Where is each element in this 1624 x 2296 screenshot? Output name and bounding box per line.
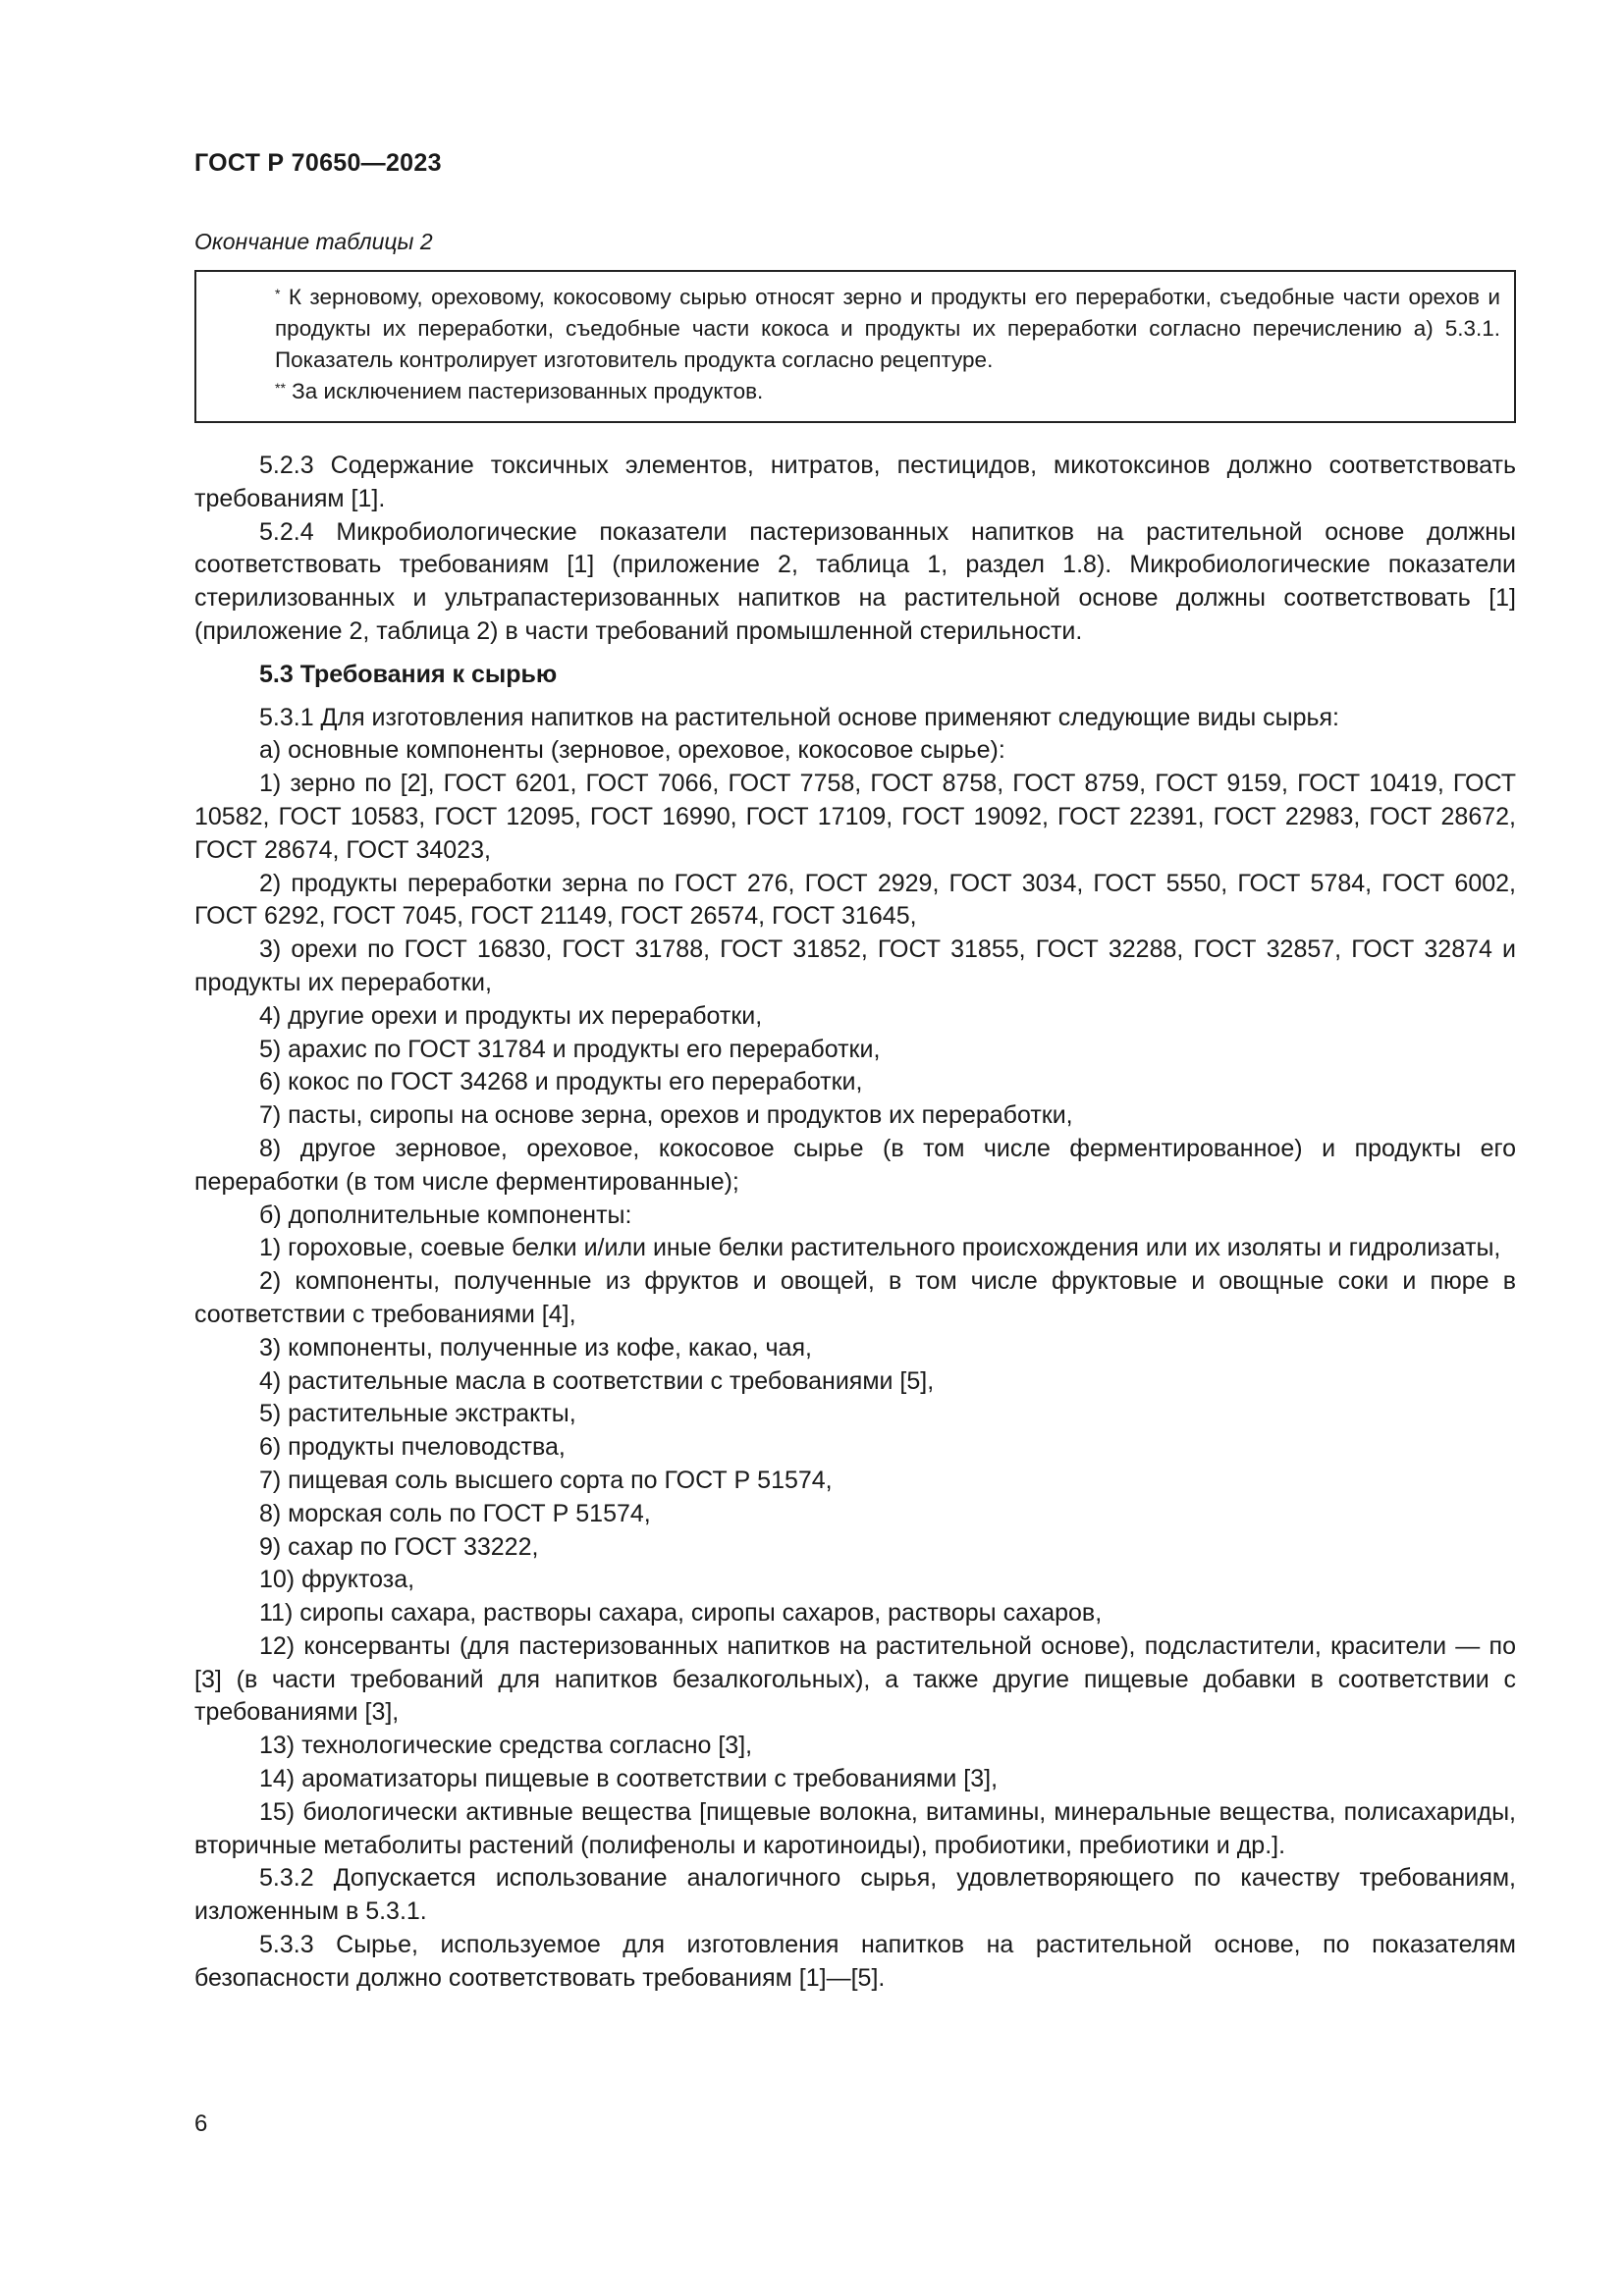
list-item-b: б) дополнительные компоненты: [259,1201,632,1229]
table-continuation-caption: Окончание таблицы 2 [194,229,433,254]
list-item-b-2: 2) компоненты, полученные из фруктов и овощей, в том числе фруктовые и овощные соки и пюре в соответствии с требованиями [4], [194,1267,1516,1328]
clause-5-2-4: 5.2.4 Микробиологические показатели пастеризованных напитков на растительной основе должны соответствовать требованиям [1] (приложение 2, таблица 1, раздел 1.8). Микробиологические показатели стерилизованных и ультрапастеризованных напитков на растительной основе должны соответствовать [1] (приложение 2, таблица 2) в части требований промышленной стерильности. [194,517,1516,645]
document-body [194,450,1516,1996]
list-item-b-14: 14) ароматизаторы пищевые в соответствии с требованиями [3], [259,1765,999,1793]
clause-5-3-2: 5.3.2 Допускается использование аналогичного сырья, удовлетворяющего по качеству требованиям, изложенным в 5.3.1. [194,1864,1516,1926]
list-item-b-4: 4) растительные масла в соответствии с требованиями [5], [259,1366,935,1395]
list-item-b-9: 9) сахар по ГОСТ 33222, [259,1532,539,1561]
list-item-b-13: 13) технологические средства согласно [3], [259,1732,753,1760]
page-number: 6 [194,2110,208,2137]
list-item-b-7: 7) пищевая соль высшего сорта по ГОСТ Р 51574, [259,1466,833,1494]
list-item-b-15: 15) биологически активные вещества [пищевые волокна, витамины, минеральные вещества, полисахариды, вторичные метаболиты растений (полифенолы и каротиноиды), пробиотики, пребиотики и др.]. [194,1797,1516,1859]
footnote-2-mark: ** [275,380,286,396]
footnote-1-mark: * [275,286,281,301]
list-item-a-7: 7) пасты, сиропы на основе зерна, орехов и продуктов их переработки, [259,1101,1073,1130]
list-item-a-2: 2) продукты переработки зерна по ГОСТ 276, ГОСТ 2929, ГОСТ 3034, ГОСТ 5550, ГОСТ 5784, ГОСТ 6002, ГОСТ 6292, ГОСТ 7045, ГОСТ 21149, ГОСТ 26574, ГОСТ 31645, [194,869,1516,931]
clause-5-3-1: 5.3.1 Для изготовления напитков на растительной основе применяют следующие виды сырья: [259,703,1339,731]
list-item-b-10: 10) фруктоза, [259,1566,415,1594]
document-code: ГОСТ Р 70650—2023 [194,149,442,177]
list-item-b-11: 11) сиропы сахара, растворы сахара, сиропы сахаров, растворы сахаров, [259,1599,1103,1628]
footnote-1-text: К зерновому, ореховому, кокосовому сырью относят зерно и продукты его переработки, съедобные части орехов и продукты их переработки, съедобные части кокоса и продукты их переработки согласно перечислению а) 5.3.1. Показатель контролирует изготовитель продукта согласно рецептуре. [275,285,1500,372]
list-item-b-1: 1) гороховые, соевые белки и/или иные белки растительного происхождения или их изоляты и гидролизаты, [259,1234,1501,1262]
list-item-b-8: 8) морская соль по ГОСТ Р 51574, [259,1499,651,1527]
list-item-b-6: 6) продукты пчеловодства, [259,1433,566,1462]
list-item-a-4: 4) другие орехи и продукты их переработки, [259,1001,763,1030]
footnote-2 [210,376,1500,407]
list-item-a: а) основные компоненты (зерновое, ореховое, кокосовое сырье): [259,736,1005,765]
table-footnotes-box [194,270,1516,423]
list-item-a-3: 3) орехи по ГОСТ 16830, ГОСТ 31788, ГОСТ 31852, ГОСТ 31855, ГОСТ 32288, ГОСТ 32857, ГОСТ 32874 и продукты их переработки, [194,935,1516,996]
list-item-b-12: 12) консерванты (для пастеризованных напитков на растительной основе), подсластители, красители — по [3] (в части требований для напитков безалкогольных), а также другие пищевые добавки в соответствии с требованиями [3], [194,1631,1516,1727]
list-item-a-1: 1) зерно по [2], ГОСТ 6201, ГОСТ 7066, ГОСТ 7758, ГОСТ 8758, ГОСТ 8759, ГОСТ 9159, ГОСТ 10419, ГОСТ 10582, ГОСТ 10583, ГОСТ 12095, ГОСТ 16990, ГОСТ 17109, ГОСТ 19092, ГОСТ 22391, ГОСТ 22983, ГОСТ 28672, ГОСТ 28674, ГОСТ 34023, [194,770,1516,864]
footnote-1 [210,282,1500,376]
list-item-b-3: 3) компоненты, полученные из кофе, какао, чая, [259,1333,812,1362]
clause-5-2-3: 5.2.3 Содержание токсичных элементов, нитратов, пестицидов, микотоксинов должно соответствовать требованиям [1]. [194,452,1516,512]
list-item-b-5: 5) растительные экстракты, [259,1400,576,1428]
list-item-a-8: 8) другое зерновое, ореховое, кокосовое сырье (в том числе ферментированное) и продукты его переработки (в том числе ферментированные); [194,1134,1516,1196]
list-item-a-6: 6) кокос по ГОСТ 34268 и продукты его переработки, [259,1068,863,1096]
footnote-2-text: За исключением пастеризованных продуктов. [292,379,764,403]
section-heading-5-3: 5.3 Требования к сырью [259,660,558,688]
clause-5-3-3: 5.3.3 Сырье, используемое для изготовления напитков на растительной основе, по показателям безопасности должно соответствовать требованиям [1]—[5]. [194,1931,1516,1992]
list-item-a-5: 5) арахис по ГОСТ 31784 и продукты его переработки, [259,1035,881,1063]
